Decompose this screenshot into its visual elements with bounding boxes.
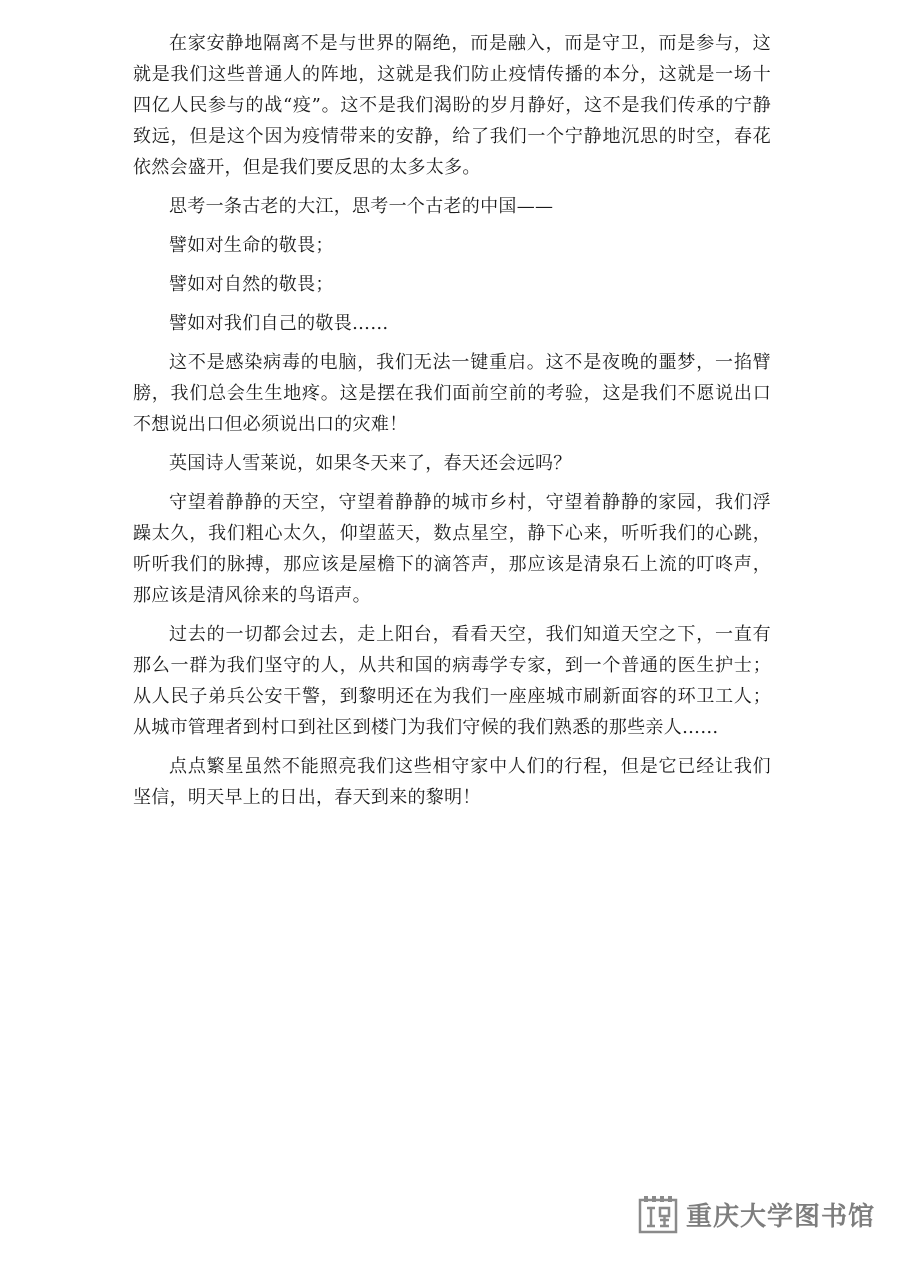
document-body <box>133 28 771 821</box>
paragraph: 在家安静地隔离不是与世界的隔绝，而是融入，而是守卫，而是参与，这就是我们这些普通人的阵地，这就是我们防止疫情传播的本分，这就是一场十四亿人民参与的战“疫”。这不是我们渴盼的岁月静好，这不是我们传承的宁静致远，但是这个因为疫情带来的安静，给了我们一个宁静地沉思的时空，春花依然会盛开，但是我们要反思的太多太多。 <box>133 33 771 178</box>
library-logo <box>638 1192 875 1236</box>
paragraph: 过去的一切都会过去，走上阳台，看看天空，我们知道天空之下，一直有那么一群为我们坚守的人，从共和国的病毒学专家，到一个普通的医生护士；从人民子弟兵公安干警，到黎明还在为我们一座座城市刷新面容的环卫工人；从城市管理者到村口到社区到楼门为我们守候的我们熟悉的那些亲人…… <box>133 624 771 738</box>
paragraph: 譬如对我们自己的敬畏…… <box>169 313 389 334</box>
paragraph: 譬如对生命的敬畏； <box>169 235 334 256</box>
paragraph: 譬如对自然的敬畏； <box>169 274 334 295</box>
library-name: 重庆大学图书馆 <box>686 1201 876 1232</box>
paragraph: 点点繁星虽然不能照亮我们这些相守家中人们的行程，但是它已经让我们坚信，明天早上的日出，春天到来的黎明！ <box>133 756 771 808</box>
paragraph: 这不是感染病毒的电脑，我们无法一键重启。这不是夜晚的噩梦，一掐臂膀，我们总会生生地疼。这是摆在我们面前空前的考验，这是我们不愿说出口不想说出口但必须说出口的灾难！ <box>133 352 771 435</box>
paragraph: 思考一条古老的大江，思考一个古老的中国—— <box>169 196 554 217</box>
library-seal-icon <box>638 1194 678 1234</box>
paragraph: 守望着静静的天空，守望着静静的城市乡村，守望着静静的家园，我们浮躁太久，我们粗心太久，仰望蓝天，数点星空，静下心来，听听我们的心跳，听听我们的脉搏，那应该是屋檐下的滴答声，那应该是清泉石上流的叮咚声，那应该是清风徐来的鸟语声。 <box>133 492 771 606</box>
paragraph: 英国诗人雪莱说，如果冬天来了，春天还会远吗？ <box>169 453 572 474</box>
